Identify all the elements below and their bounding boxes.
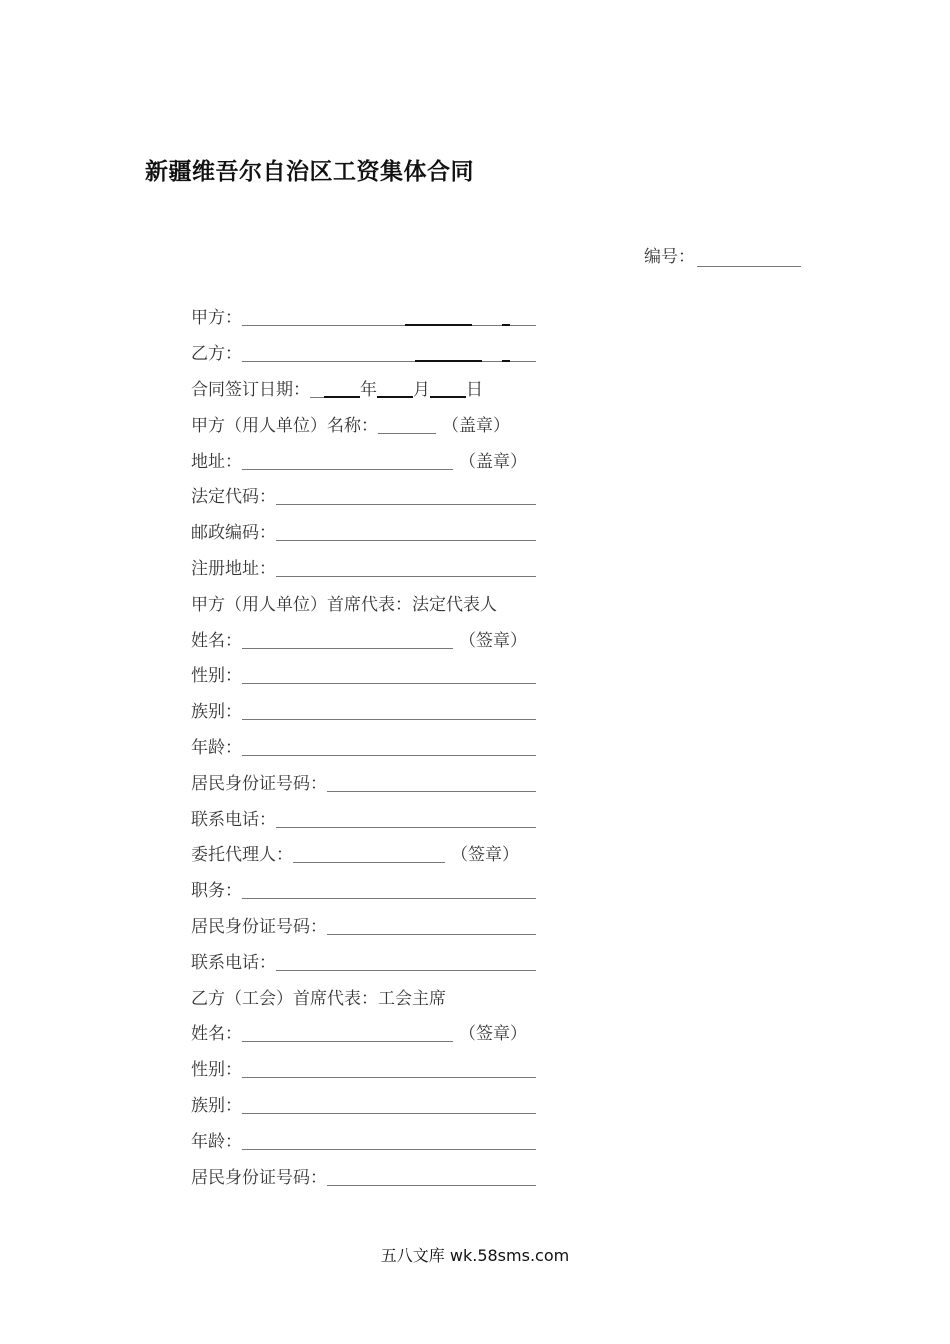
- year-blank[interactable]: [324, 376, 360, 398]
- a-phone-row: [191, 799, 536, 835]
- legal-code-label: 法定代码：: [191, 487, 276, 508]
- employer-name-blank[interactable]: [378, 413, 436, 434]
- agent-title-blank[interactable]: [242, 878, 536, 899]
- address-label: 地址：: [191, 451, 242, 472]
- a-gender-blank[interactable]: [242, 663, 536, 684]
- b-name-blank[interactable]: [242, 1021, 453, 1042]
- a-id-label: 居民身份证号码：: [191, 773, 327, 794]
- b-name-label: 姓名：: [191, 1024, 242, 1045]
- agent-title-row: [191, 871, 536, 907]
- a-age-blank[interactable]: [242, 735, 536, 756]
- employer-rep-heading-text: 甲方（用人单位）首席代表：法定代表人: [191, 594, 497, 615]
- b-ethnicity-blank[interactable]: [242, 1093, 536, 1114]
- party-b-row: [191, 334, 536, 370]
- postal-code-label: 邮政编码：: [191, 523, 276, 544]
- b-ethnicity-row: [191, 1086, 536, 1122]
- agent-blank[interactable]: [293, 842, 445, 863]
- a-id-row: [191, 763, 536, 799]
- legal-code-blank[interactable]: [276, 484, 536, 505]
- month-blank[interactable]: [377, 376, 413, 398]
- a-phone-blank[interactable]: [276, 807, 536, 828]
- agent-phone-blank[interactable]: [276, 950, 536, 971]
- employer-rep-heading: [191, 584, 536, 620]
- document-number: [644, 242, 801, 267]
- form-fields: [191, 298, 536, 1193]
- a-name-label: 姓名：: [191, 630, 242, 651]
- b-id-row: [191, 1157, 536, 1193]
- b-gender-label: 性别：: [191, 1060, 242, 1081]
- employer-name-label: 甲方（用人单位）名称：: [191, 415, 378, 436]
- agent-phone-row: [191, 942, 536, 978]
- agent-id-row: [191, 907, 536, 943]
- code-blank[interactable]: [697, 248, 801, 267]
- b-gender-row: [191, 1050, 536, 1086]
- b-name-row: [191, 1014, 536, 1050]
- agent-row: [191, 835, 536, 871]
- seal-label: （盖章）: [442, 415, 510, 436]
- a-id-blank[interactable]: [327, 771, 536, 792]
- agent-id-label: 居民身份证号码：: [191, 916, 327, 937]
- b-age-row: [191, 1121, 536, 1157]
- party-b-label: 乙方：: [191, 344, 242, 365]
- month-label: 月: [413, 379, 430, 400]
- a-ethnicity-blank[interactable]: [242, 699, 536, 720]
- legal-code-row: [191, 477, 536, 513]
- sign-date-label: 合同签订日期：: [191, 379, 310, 400]
- party-a-blank[interactable]: [242, 305, 536, 326]
- a-name-blank[interactable]: [242, 628, 453, 649]
- day-blank[interactable]: [430, 376, 466, 398]
- day-label: 日: [466, 379, 483, 400]
- sign-label: （签章）: [459, 630, 527, 651]
- year-label: 年: [360, 379, 377, 400]
- registered-address-row: [191, 549, 536, 585]
- union-rep-heading-text: 乙方（工会）首席代表：工会主席: [191, 988, 446, 1009]
- address-blank[interactable]: [242, 449, 453, 470]
- a-ethnicity-row: [191, 692, 536, 728]
- union-rep-heading: [191, 978, 536, 1014]
- document-title: 新疆维吾尔自治区工资集体合同: [145, 159, 474, 185]
- a-name-row: [191, 620, 536, 656]
- registered-address-blank[interactable]: [276, 556, 536, 577]
- a-ethnicity-label: 族别：: [191, 702, 242, 723]
- b-age-blank[interactable]: [242, 1129, 536, 1150]
- agent-label: 委托代理人：: [191, 845, 293, 866]
- employer-name-row: [191, 405, 536, 441]
- sign-label: （签章）: [459, 1024, 527, 1045]
- postal-code-row: [191, 513, 536, 549]
- sign-date-row: [191, 370, 536, 406]
- party-a-row: [191, 298, 536, 334]
- code-label: 编号：: [644, 247, 695, 267]
- agent-id-blank[interactable]: [327, 914, 536, 935]
- registered-address-label: 注册地址：: [191, 558, 276, 579]
- a-gender-row: [191, 656, 536, 692]
- agent-title-label: 职务：: [191, 881, 242, 902]
- b-age-label: 年龄：: [191, 1131, 242, 1152]
- b-ethnicity-label: 族别：: [191, 1095, 242, 1116]
- sign-label: （签章）: [451, 845, 519, 866]
- b-id-blank[interactable]: [327, 1165, 536, 1186]
- year-blank-lead: [310, 377, 324, 398]
- a-age-label: 年龄：: [191, 737, 242, 758]
- a-gender-label: 性别：: [191, 666, 242, 687]
- a-age-row: [191, 728, 536, 764]
- party-b-blank[interactable]: [242, 341, 536, 362]
- b-gender-blank[interactable]: [242, 1057, 536, 1078]
- seal-label: （盖章）: [459, 451, 527, 472]
- agent-phone-label: 联系电话：: [191, 952, 276, 973]
- party-a-label: 甲方：: [191, 308, 242, 329]
- postal-code-blank[interactable]: [276, 520, 536, 541]
- footer-watermark: 五八文库 wk.58sms.com: [380, 1246, 570, 1265]
- a-phone-label: 联系电话：: [191, 809, 276, 830]
- b-id-label: 居民身份证号码：: [191, 1167, 327, 1188]
- address-row: [191, 441, 536, 477]
